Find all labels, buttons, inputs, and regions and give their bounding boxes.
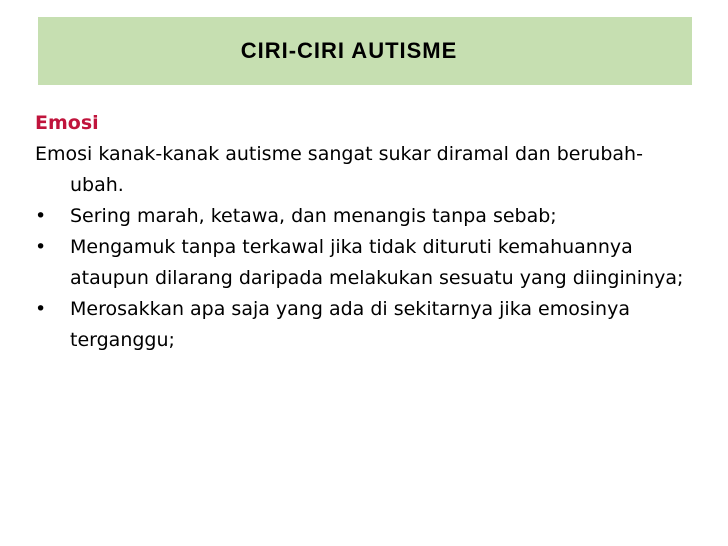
title-bar (38, 17, 692, 85)
bullet-item (35, 232, 695, 294)
bullet-icon: • (35, 205, 47, 227)
bullet-icon: • (35, 298, 47, 320)
bullet-item (35, 201, 695, 232)
bullet-item (35, 294, 695, 356)
bullet-text: Sering marah, ketawa, dan menangis tanpa sebab; (70, 205, 557, 227)
bullet-text: Mengamuk tanpa terkawal jika tidak dituruti kemahuannya ataupun dilarang daripada melakukan sesuatu yang diingininya; (70, 236, 684, 289)
intro-paragraph: Emosi kanak-kanak autisme sangat sukar diramal dan berubah-ubah. (35, 143, 643, 196)
bullet-text: Merosakkan apa saja yang ada di sekitarnya jika emosinya terganggu; (70, 298, 630, 351)
bullet-list (35, 201, 695, 356)
section-heading: Emosi (35, 112, 99, 134)
slide-title: CIRI-CIRI AUTISME (240, 38, 458, 63)
bullet-icon: • (35, 236, 47, 258)
slide-body (35, 108, 695, 356)
